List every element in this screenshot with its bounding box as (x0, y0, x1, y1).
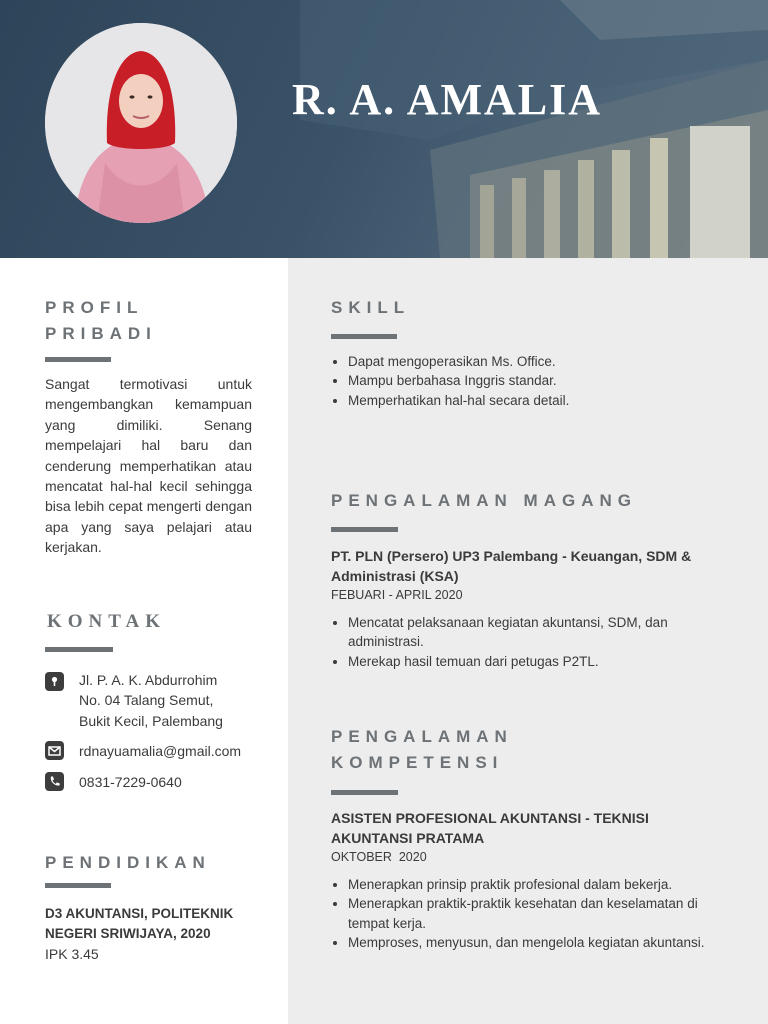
pendidikan-section-title: PENDIDIKAN (45, 853, 211, 872)
kompetensi-title-line1: PENGALAMAN (331, 727, 513, 746)
location-pin-icon (45, 672, 64, 691)
pendidikan-divider (45, 883, 111, 888)
kompetensi-role-line2: AKUNTANSI PRATAMA (331, 830, 485, 847)
profile-photo (45, 23, 237, 223)
education-gpa: IPK 3.45 (45, 946, 99, 962)
kontak-divider (45, 647, 113, 652)
list-item: • Merekap hasil temuan dari petugas P2TL. (348, 652, 718, 671)
kompetensi-divider (331, 790, 398, 795)
kompetensi-date: OKTOBER 2020 (331, 850, 427, 864)
profil-title-line2: PRIBADI (45, 324, 157, 343)
magang-divider (331, 527, 398, 532)
skill-section-title: SKILL (331, 298, 411, 317)
contact-email[interactable] (45, 741, 265, 763)
kompetensi-list (331, 875, 732, 953)
candidate-name: R. A. AMALIA (292, 75, 603, 124)
magang-company-line2: Administrasi (KSA) (331, 568, 459, 585)
phone-number[interactable]: 0831-7229-0640 (79, 774, 182, 790)
header-banner (0, 0, 768, 258)
envelope-icon (45, 741, 64, 760)
list-item: • Menerapkan praktik-praktik kesehatan dan keselamatan di tempat kerja. (348, 894, 732, 933)
list-item: • Mampu berbahasa Inggris standar. (348, 371, 748, 390)
degree-line2: NEGERI SRIWIJAYA, 2020 (45, 926, 211, 942)
magang-company-line1: PT. PLN (Persero) UP3 Palembang - Keuangan, SDM & (331, 548, 692, 564)
address-line3: Bukit Kecil, Palembang (79, 712, 223, 729)
kontak-section-title: KONTAK (47, 611, 167, 632)
profil-text: Sangat termotivasi untuk mengembangkan kemampuan yang dimiliki. Senang mempelajari hal baru dan cenderung memperhatikan atau mencatat hal-hal kecil sehingga bisa lebih cepat mengerti dengan apa yang saya pelajari atau kerjakan. (45, 376, 252, 556)
list-item: • Mencatat pelaksanaan kegiatan akuntansi, SDM, dan administrasi. (348, 613, 718, 652)
list-item: • Menerapkan prinsip praktik profesional dalam bekerja. (348, 875, 732, 894)
profil-title-line1: PROFIL (45, 298, 144, 317)
contact-address (45, 670, 265, 734)
kompetensi-role-line1: ASISTEN PROFESIONAL AKUNTANSI - TEKNISI (331, 810, 649, 826)
kompetensi-role (331, 808, 741, 849)
email-link[interactable]: rdnayuamalia@gmail.com (79, 743, 242, 759)
profil-section-title (45, 295, 157, 347)
list-item: • Memperhatikan hal-hal secara detail. (348, 391, 748, 410)
contact-phone[interactable] (45, 772, 265, 794)
skill-list (331, 352, 748, 410)
phone-icon (45, 772, 64, 791)
list-item: • Memproses, menyusun, dan mengelola kegiatan akuntansi. (348, 933, 732, 952)
address-text (79, 670, 223, 731)
magang-section-title: PENGALAMAN MAGANG (331, 491, 637, 510)
list-item: • Dapat mengoperasikan Ms. Office. (348, 352, 748, 371)
education-degree (45, 904, 233, 945)
address-line2: No. 04 Talang Semut, (79, 692, 214, 709)
magang-list (331, 613, 718, 671)
degree-line1: D3 AKUNTANSI, POLITEKNIK (45, 906, 234, 921)
magang-date: FEBUARI - APRIL 2020 (331, 588, 463, 602)
kompetensi-title-line2: KOMPETENSI (331, 753, 504, 772)
address-line1: Jl. P. A. K. Abdurrohim (79, 672, 218, 688)
skill-divider (331, 334, 397, 339)
magang-company (331, 546, 731, 587)
avatar-illustration (45, 23, 237, 223)
profil-divider (45, 357, 111, 362)
kompetensi-section-title (331, 724, 513, 776)
